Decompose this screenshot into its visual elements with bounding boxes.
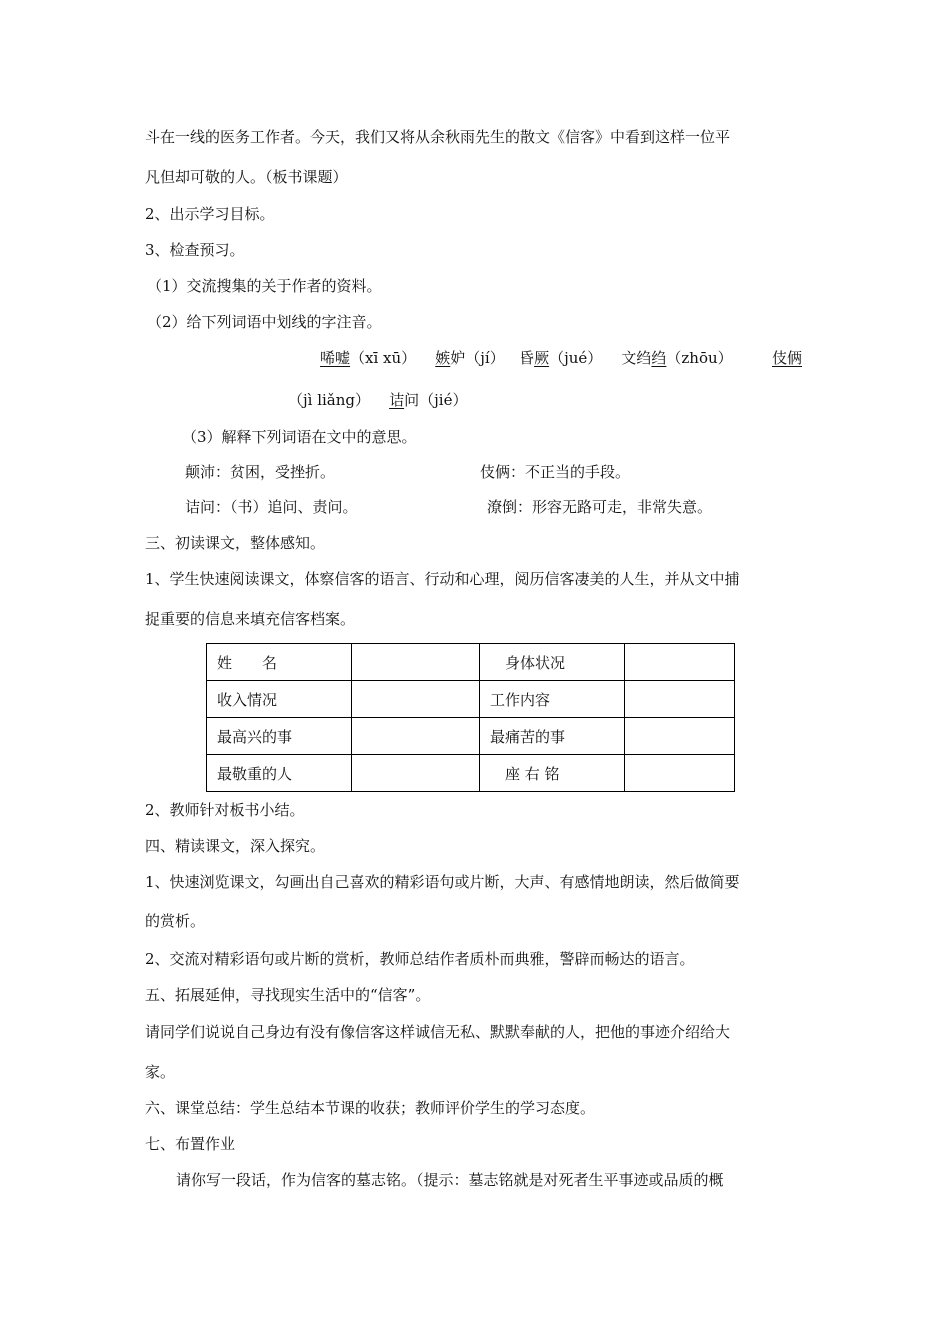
table-row: [207, 755, 735, 792]
pinyin-row: [320, 348, 733, 368]
paragraph-line: 的赏析。: [145, 912, 206, 930]
paragraph-line: 斗在一线的医务工作者。今天，我们又将从余秋雨先生的散文《信客》中看到这样一位平: [145, 128, 731, 146]
definition: 潦倒：形容无路可走，非常失意。: [487, 498, 713, 516]
paragraph-line: 3、检查预习。: [145, 241, 245, 259]
table-row: [207, 718, 735, 755]
paragraph-line: 请你写一段话，作为信客的墓志铭。（提示：墓志铭就是对死者生平事迹或品质的概: [176, 1171, 724, 1189]
paragraph-line: 请同学们说说自己身边有没有像信客这样诚信无私、默默奉献的人，把他的事迹介绍给大: [145, 1023, 731, 1041]
paragraph-line: 1、快速浏览课文，勾画出自己喜欢的精彩语句或片断，大声、有感情地朗读，然后做简要: [145, 873, 740, 891]
pinyin-pron: （zhōu）: [666, 349, 733, 367]
section-heading: 三、初读课文，整体感知。: [145, 534, 326, 552]
table-cell: 最高兴的事: [207, 718, 352, 755]
table-row: [207, 644, 735, 681]
pinyin-row: [288, 390, 467, 410]
paragraph-line: 1、学生快速阅读课文，体察信客的语言、行动和心理，阅历信客凄美的人生，并从文中捕: [145, 570, 740, 588]
pinyin-pron: （jì liǎng）: [288, 391, 371, 409]
definition: 诘问：（书）追问、责问。: [185, 498, 358, 516]
definition: 颠沛：贫困，受挫折。: [185, 463, 336, 481]
pinyin-word: 厥: [534, 349, 550, 367]
table-cell: 身体状况: [480, 644, 625, 681]
section-heading: 七、布置作业: [145, 1135, 236, 1153]
table-cell: 最敬重的人: [207, 755, 352, 792]
pinyin-pron: （jué）: [549, 349, 603, 367]
section-heading: 四、精读课文，深入探究。: [145, 837, 326, 855]
table-cell: [352, 644, 480, 681]
table-cell: [352, 755, 480, 792]
paragraph-line: 2、出示学习目标。: [145, 205, 275, 223]
pinyin-word: 绉: [651, 349, 667, 367]
pinyin-word-rest: 昏: [519, 349, 535, 367]
pinyin-word-rest: 妒: [450, 349, 466, 367]
pinyin-word: 唏嘘: [320, 349, 351, 367]
pinyin-pron: （jié）: [419, 391, 468, 409]
table-cell: 工作内容: [480, 681, 625, 718]
definition: 伎俩：不正当的手段。: [480, 463, 631, 481]
pinyin-row: [772, 348, 802, 368]
paragraph-line: （3）解释下列词语在文中的意思。: [182, 428, 417, 446]
pinyin-pron: （xī xū）: [350, 349, 417, 367]
paragraph-line: （1）交流搜集的关于作者的资料。: [147, 277, 382, 295]
pinyin-word: 诘: [389, 391, 405, 409]
table-cell: [352, 681, 480, 718]
table-cell: 最痛苦的事: [480, 718, 625, 755]
pinyin-word-rest: 问: [404, 391, 420, 409]
table-cell: 收入情况: [207, 681, 352, 718]
paragraph-line: 捉重要的信息来填充信客档案。: [145, 610, 356, 628]
table-cell: [625, 755, 735, 792]
paragraph-line: 家。: [145, 1063, 176, 1081]
pinyin-word-rest: 文绉: [621, 349, 652, 367]
paragraph-line: 凡但却可敬的人。（板书课题）: [145, 168, 348, 186]
paragraph-line: （2）给下列词语中划线的字注音。: [147, 313, 382, 331]
table-row: [207, 681, 735, 718]
messenger-archive-table: [206, 643, 735, 792]
table-cell: [625, 644, 735, 681]
paragraph-line: 2、教师针对板书小结。: [145, 801, 305, 819]
paragraph-line: 2、交流对精彩语句或片断的赏析，教师总结作者质朴而典雅，警辟而畅达的语言。: [145, 950, 695, 968]
table-cell: [352, 718, 480, 755]
section-heading: 五、拓展延伸，寻找现实生活中的“信客”。: [145, 986, 431, 1004]
pinyin-word: 伎俩: [772, 349, 803, 367]
table-cell: [625, 718, 735, 755]
section-heading: 六、课堂总结：学生总结本节课的收获；教师评价学生的学习态度。: [145, 1099, 596, 1117]
pinyin-pron: （jí）: [465, 349, 505, 367]
table-cell: [625, 681, 735, 718]
table-cell: 姓 名: [207, 644, 352, 681]
pinyin-word: 嫉: [435, 349, 451, 367]
table-cell: 座 右 铭: [480, 755, 625, 792]
